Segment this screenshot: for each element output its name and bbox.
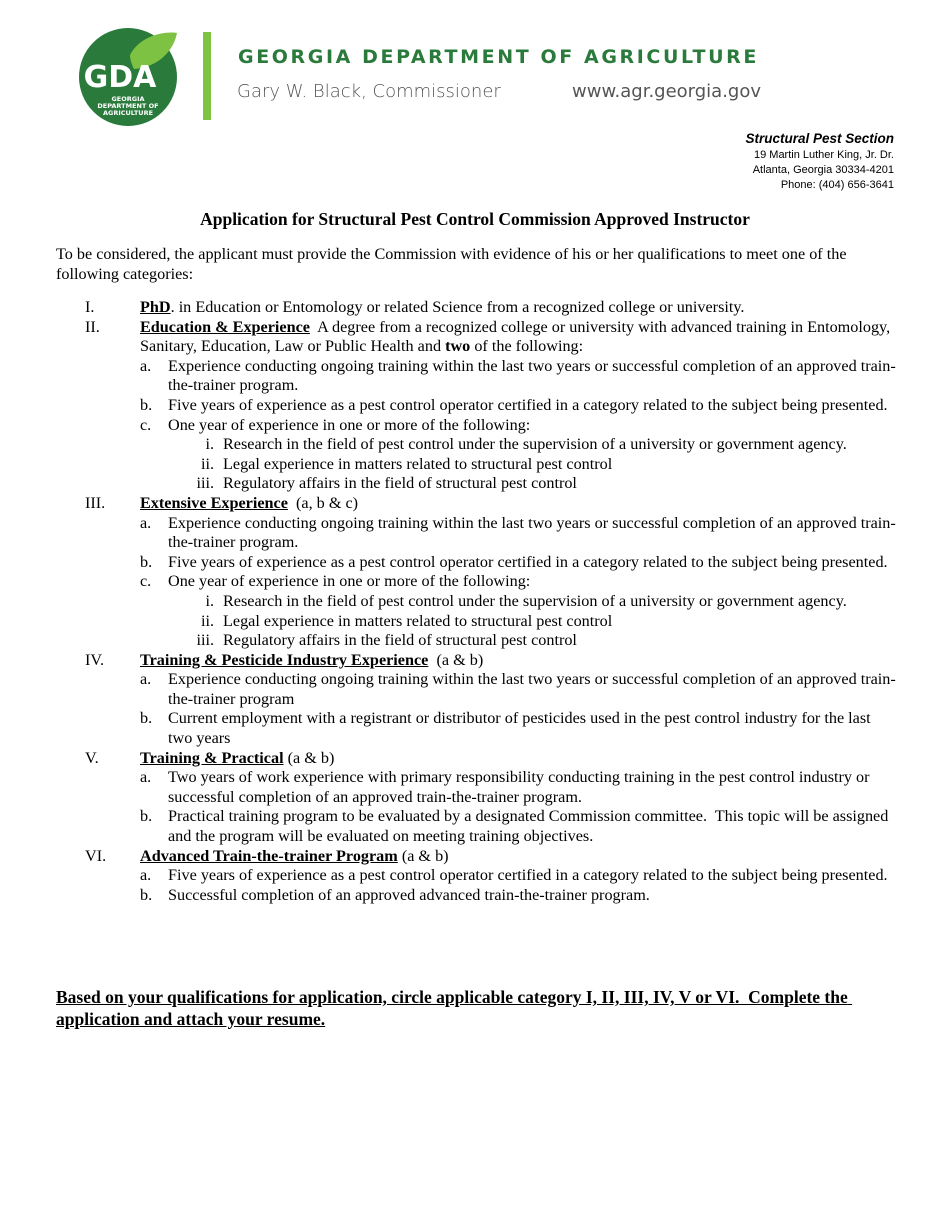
category-description: (a & b) [397,846,449,865]
item-letter: b. [140,885,153,904]
item-text: One year of experience in one or more of the following: [168,415,531,434]
subitem-numeral: i. [205,435,214,454]
subitem-text: Regulatory affairs in the field of structural pest control [223,474,577,493]
item-letter: c. [140,572,152,591]
instructions-footer: Based on your qualifications for application, circle applicable category I, II, III, IV, V or VI. Complete the application and attach your resume. [56,987,853,1029]
address-line-2: Atlanta, Georgia 30334-4201 [752,164,894,176]
category-IV [0,651,950,671]
address-line-1: 19 Martin Luther King, Jr. Dr. [753,149,894,161]
subitem-text: Legal experience in matters related to structural pest control [223,454,613,473]
category-description-end: of the following: [470,337,584,356]
category-I [0,298,950,318]
category-number: II. [85,317,100,336]
section-name: Structural Pest Section [745,131,894,146]
gda-logo [78,27,178,127]
category-II [0,318,950,357]
category-heading: Training & Practical [140,748,284,767]
category-list [0,298,950,905]
subitem-numeral: iii. [196,631,214,650]
item-text: Successful completion of an approved advanced train-the-trainer program. [168,885,650,904]
item-letter: a. [140,866,152,885]
sub-list-item [0,612,950,632]
list-item [0,886,950,906]
category-description: (a, b & c) [287,493,359,512]
category-III [0,494,950,514]
item-text: Current employment with a registrant or distributor of pesticides used in the pest control industry for the last two years [168,709,871,748]
item-letter: a. [140,513,152,532]
item-letter: a. [140,670,152,689]
list-item [0,866,950,886]
item-letter: b. [140,807,153,826]
subitem-numeral: iii. [196,474,214,493]
list-item [0,709,950,748]
department-name: GEORGIA DEPARTMENT OF AGRICULTURE [238,46,759,68]
category-number: VI. [85,846,107,865]
page-title: Application for Structural Pest Control Commission Approved Instructor [200,209,750,229]
item-text: Experience conducting ongoing training within the last two years or successful completion of an approved train-the-trainer program. [168,356,896,395]
subitem-numeral: ii. [200,454,214,473]
category-description: (a & b) [283,748,335,767]
subitem-text: Regulatory affairs in the field of structural pest control [223,631,577,650]
category-heading: Education & Experience [140,317,310,336]
address-phone: Phone: (404) 656-3641 [780,179,894,191]
svg-text:GEORGIA: GEORGIA [111,95,145,103]
list-item [0,572,950,592]
subitem-text: Research in the field of pest control under the supervision of a university or government agency. [223,435,847,454]
list-item [0,670,950,709]
item-text: Five years of experience as a pest control operator certified in a category related to the subject being presented. [168,552,888,571]
svg-text:DEPARTMENT OF: DEPARTMENT OF [97,102,159,110]
category-heading: Extensive Experience [140,493,288,512]
item-text: Experience conducting ongoing training within the last two years or successful completion of an approved train-the-trainer program. [168,513,896,552]
item-text: Experience conducting ongoing training within the last two years or successful completion of an approved train-the-trainer program [168,670,896,708]
category-number: V. [85,748,99,767]
category-description: . in Education or Entomology or related Science from a recognized college or university. [170,298,745,316]
item-text: One year of experience in one or more of the following: [168,572,531,591]
category-description: A degree from a recognized college or university with advanced training in Entomology, Sanitary, Education, Law or Public Health and [140,317,895,356]
category-heading: PhD [140,298,171,316]
list-item [0,514,950,553]
category-description-emphasis: two [445,337,471,356]
website-link[interactable]: www.agr.georgia.gov [572,81,762,102]
category-number: III. [85,493,106,512]
category-description: (a & b) [428,650,484,669]
category-heading: Training & Pesticide Industry Experience [140,650,429,669]
item-letter: b. [140,395,153,414]
item-text: Five years of experience as a pest control operator certified in a category related to the subject being presented. [168,395,888,414]
category-heading: Advanced Train-the-trainer Program [140,846,398,865]
subitem-numeral: i. [205,591,214,610]
sub-list-item [0,631,950,651]
item-letter: c. [140,415,152,434]
item-letter: a. [140,356,152,375]
intro-paragraph: To be considered, the applicant must provide the Commission with evidence of his or her qualifications to meet one of the following categories: [56,245,847,283]
list-item [0,768,950,807]
logo-letters: GDA [83,60,157,95]
item-text: Five years of experience as a pest control operator certified in a category related to the subject being presented. [168,866,888,885]
item-letter: b. [140,552,153,571]
sub-list-item [0,455,950,475]
item-text: Practical training program to be evaluated by a designated Commission committee. This topic will be assigned and the program will be evaluated on meeting training objectives. [168,807,893,846]
item-letter: b. [140,709,153,728]
category-number: I. [85,298,95,316]
list-item [0,416,950,436]
sub-list-item [0,474,950,494]
item-letter: a. [140,768,152,787]
category-V [0,749,950,769]
category-VI [0,847,950,867]
subitem-text: Research in the field of pest control under the supervision of a university or government agency. [223,591,847,610]
category-number: IV. [85,650,105,669]
subitem-numeral: ii. [200,611,214,630]
commissioner-name: Gary W. Black, Commissioner [237,81,501,102]
list-item [0,396,950,416]
subitem-text: Legal experience in matters related to structural pest control [223,611,613,630]
svg-text:AGRICULTURE: AGRICULTURE [102,109,154,117]
header-divider [203,32,211,120]
item-text: Two years of work experience with primary responsibility conducting training in the pest control industry or successful completion of an approved train-the-trainer program. [168,768,870,806]
sub-list-item [0,435,950,455]
address-block [745,130,894,193]
list-item [0,357,950,396]
sub-list-item [0,592,950,612]
list-item [0,553,950,573]
list-item [0,807,950,846]
